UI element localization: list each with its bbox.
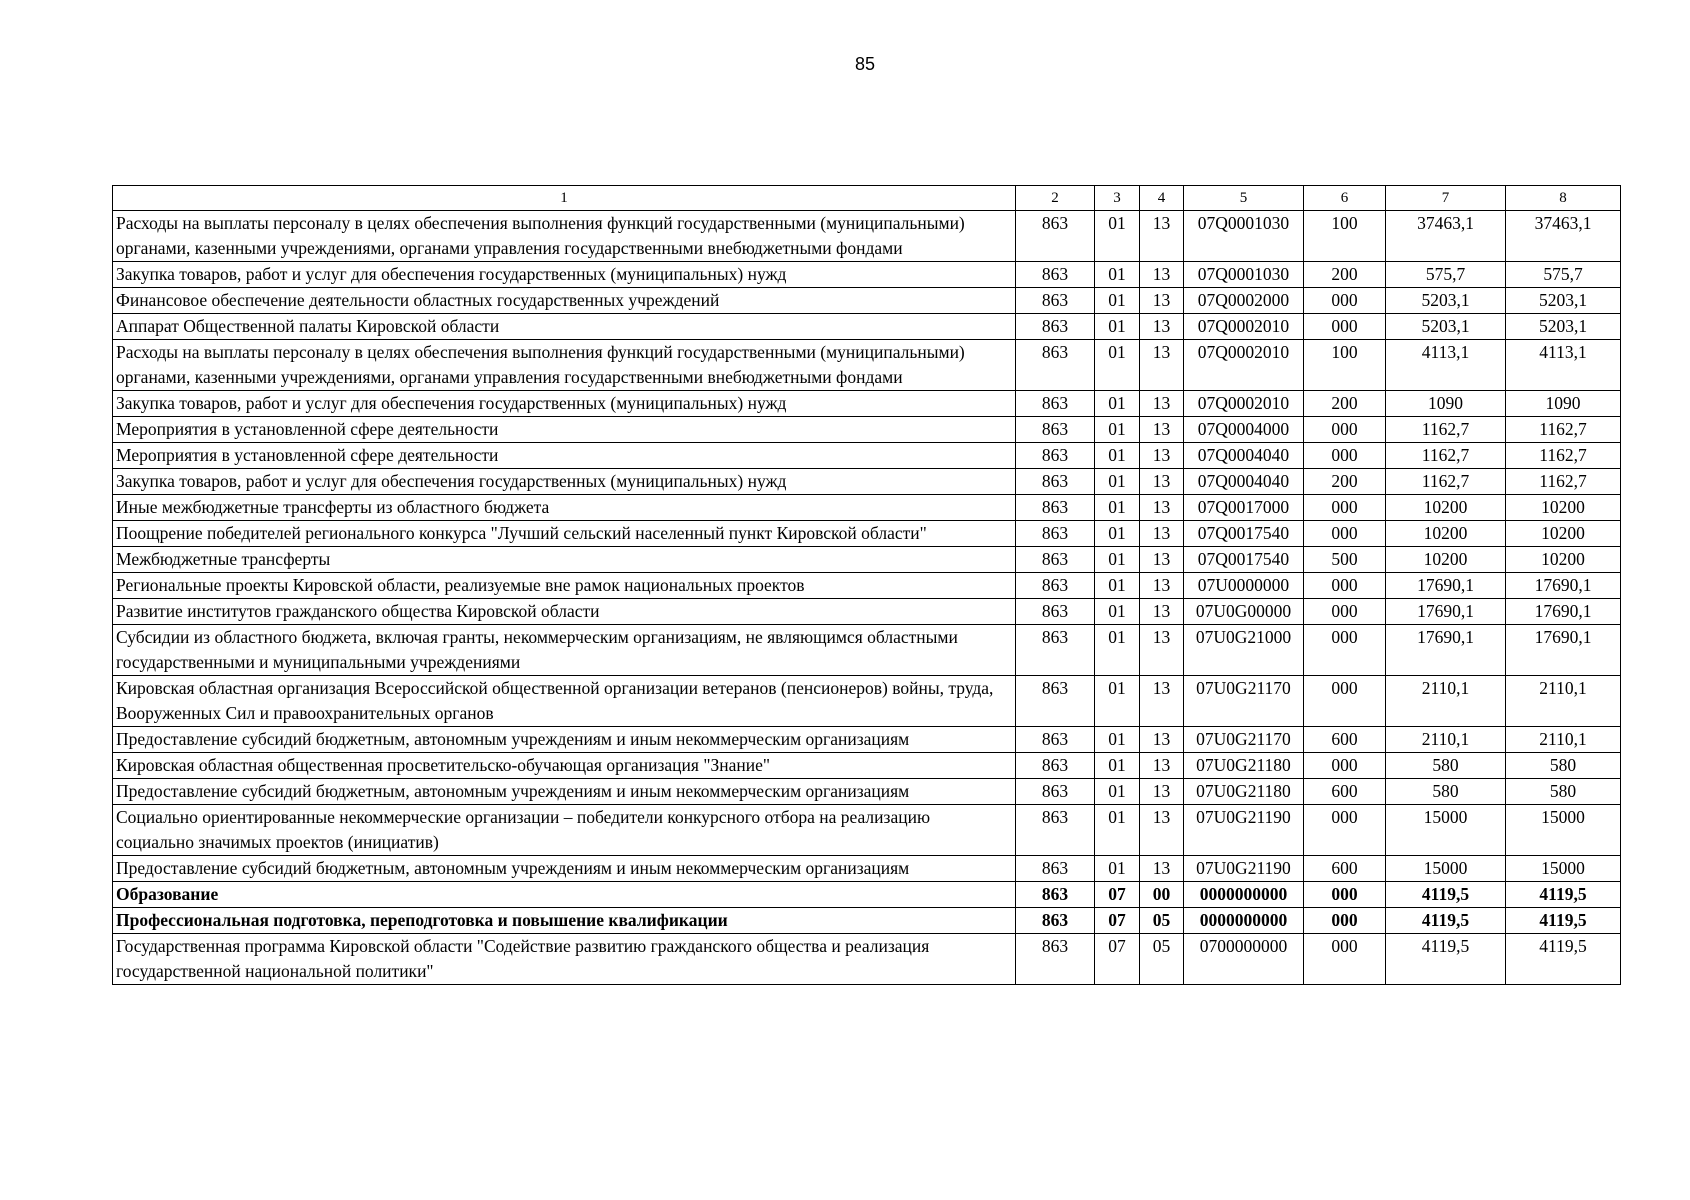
row-name-cell: Региональные проекты Кировской области, реализуемые вне рамок национальных проектов [113,573,1016,599]
target-article-cell: 0700000000 [1184,934,1304,985]
section-cell: 01 [1095,469,1140,495]
amount-year1-cell: 580 [1386,753,1506,779]
expense-type-cell: 600 [1304,727,1386,753]
ved-code-cell: 863 [1016,495,1095,521]
amount-year2-cell: 5203,1 [1506,288,1621,314]
amount-year1-cell: 575,7 [1386,262,1506,288]
target-article-cell: 07U0G21190 [1184,805,1304,856]
amount-year2-cell: 1162,7 [1506,469,1621,495]
amount-year2-cell: 10200 [1506,547,1621,573]
column-header: 7 [1386,186,1506,211]
subsection-cell: 13 [1140,856,1184,882]
table-row [113,469,1621,495]
section-cell: 01 [1095,753,1140,779]
target-article-cell: 07U0G21190 [1184,856,1304,882]
subsection-cell: 13 [1140,391,1184,417]
ved-code-cell: 863 [1016,211,1095,262]
column-header: 8 [1506,186,1621,211]
subsection-cell: 13 [1140,753,1184,779]
ved-code-cell: 863 [1016,676,1095,727]
amount-year2-cell: 37463,1 [1506,211,1621,262]
expense-type-cell: 000 [1304,753,1386,779]
subsection-cell: 13 [1140,521,1184,547]
section-cell: 01 [1095,211,1140,262]
target-article-cell: 07Q0002010 [1184,314,1304,340]
target-article-cell: 07Q0001030 [1184,211,1304,262]
subsection-cell: 13 [1140,625,1184,676]
amount-year2-cell: 4119,5 [1506,934,1621,985]
section-cell: 01 [1095,521,1140,547]
expense-type-cell: 000 [1304,495,1386,521]
expense-type-cell: 000 [1304,908,1386,934]
amount-year2-cell: 4119,5 [1506,882,1621,908]
row-name-cell: Кировская областная общественная просветительско-обучающая организация "Знание" [113,753,1016,779]
expense-type-cell: 600 [1304,779,1386,805]
section-cell: 01 [1095,288,1140,314]
row-name-cell: Субсидии из областного бюджета, включая гранты, некоммерческим организациям, не являющимся областными государственными и муниципальными учреждениями [113,625,1016,676]
section-cell: 01 [1095,547,1140,573]
amount-year1-cell: 37463,1 [1386,211,1506,262]
row-name-cell: Мероприятия в установленной сфере деятельности [113,443,1016,469]
amount-year1-cell: 10200 [1386,547,1506,573]
target-article-cell: 07Q0002010 [1184,391,1304,417]
amount-year1-cell: 10200 [1386,521,1506,547]
amount-year1-cell: 15000 [1386,856,1506,882]
expense-type-cell: 000 [1304,805,1386,856]
expense-type-cell: 000 [1304,573,1386,599]
subsection-cell: 13 [1140,779,1184,805]
table-row [113,934,1621,985]
amount-year2-cell: 15000 [1506,856,1621,882]
row-name-cell: Закупка товаров, работ и услуг для обеспечения государственных (муниципальных) нужд [113,391,1016,417]
subsection-cell: 13 [1140,314,1184,340]
amount-year2-cell: 575,7 [1506,262,1621,288]
row-name-cell: Профессиональная подготовка, переподготовка и повышение квалификации [113,908,1016,934]
column-header: 2 [1016,186,1095,211]
subsection-cell: 13 [1140,805,1184,856]
target-article-cell: 07U0000000 [1184,573,1304,599]
amount-year2-cell: 580 [1506,779,1621,805]
section-cell: 01 [1095,391,1140,417]
target-article-cell: 0000000000 [1184,882,1304,908]
amount-year2-cell: 15000 [1506,805,1621,856]
amount-year1-cell: 1162,7 [1386,443,1506,469]
expense-type-cell: 000 [1304,934,1386,985]
table-header-row [113,186,1621,211]
expense-type-cell: 200 [1304,262,1386,288]
row-name-cell: Закупка товаров, работ и услуг для обеспечения государственных (муниципальных) нужд [113,469,1016,495]
subsection-cell: 00 [1140,882,1184,908]
row-name-cell: Межбюджетные трансферты [113,547,1016,573]
subsection-cell: 13 [1140,469,1184,495]
row-name-cell: Расходы на выплаты персоналу в целях обеспечения выполнения функций государственными (муниципальными) органами, казенными учреждениями, органами управления государственными внебюджетными фондами [113,340,1016,391]
row-name-cell: Государственная программа Кировской области "Содействие развитию гражданского общества и реализация государственной национальной политики" [113,934,1016,985]
ved-code-cell: 863 [1016,805,1095,856]
ved-code-cell: 863 [1016,753,1095,779]
amount-year2-cell: 1090 [1506,391,1621,417]
table-row [113,262,1621,288]
column-header: 5 [1184,186,1304,211]
subsection-cell: 13 [1140,288,1184,314]
target-article-cell: 07U0G21180 [1184,753,1304,779]
expense-type-cell: 000 [1304,314,1386,340]
amount-year2-cell: 2110,1 [1506,676,1621,727]
subsection-cell: 13 [1140,676,1184,727]
row-name-cell: Предоставление субсидий бюджетным, автономным учреждениям и иным некоммерческим организациям [113,856,1016,882]
subsection-cell: 05 [1140,934,1184,985]
subsection-cell: 13 [1140,211,1184,262]
target-article-cell: 07Q0002010 [1184,340,1304,391]
table-row [113,391,1621,417]
column-header: 6 [1304,186,1386,211]
amount-year1-cell: 2110,1 [1386,727,1506,753]
amount-year1-cell: 17690,1 [1386,599,1506,625]
subsection-cell: 13 [1140,340,1184,391]
section-cell: 01 [1095,727,1140,753]
row-name-cell: Развитие институтов гражданского общества Кировской области [113,599,1016,625]
target-article-cell: 07Q0001030 [1184,262,1304,288]
table-row [113,443,1621,469]
ved-code-cell: 863 [1016,288,1095,314]
row-name-cell: Закупка товаров, работ и услуг для обеспечения государственных (муниципальных) нужд [113,262,1016,288]
row-name-cell: Иные межбюджетные трансферты из областного бюджета [113,495,1016,521]
subsection-cell: 13 [1140,417,1184,443]
amount-year1-cell: 2110,1 [1386,676,1506,727]
section-cell: 01 [1095,443,1140,469]
table-row [113,676,1621,727]
row-name-cell: Кировская областная организация Всероссийской общественной организации ветеранов (пенсионеров) войны, труда, Вооруженных Сил и правоохранительных органов [113,676,1016,727]
ved-code-cell: 863 [1016,262,1095,288]
table-row [113,314,1621,340]
table-row [113,288,1621,314]
ved-code-cell: 863 [1016,417,1095,443]
row-name-cell: Предоставление субсидий бюджетным, автономным учреждениям и иным некоммерческим организациям [113,727,1016,753]
ved-code-cell: 863 [1016,314,1095,340]
table-row [113,573,1621,599]
amount-year2-cell: 17690,1 [1506,573,1621,599]
subsection-cell: 05 [1140,908,1184,934]
target-article-cell: 07U0G21180 [1184,779,1304,805]
target-article-cell: 07U0G21170 [1184,727,1304,753]
target-article-cell: 07Q0004040 [1184,469,1304,495]
section-cell: 07 [1095,934,1140,985]
table-row [113,856,1621,882]
amount-year2-cell: 2110,1 [1506,727,1621,753]
ved-code-cell: 863 [1016,573,1095,599]
section-cell: 01 [1095,805,1140,856]
amount-year1-cell: 1162,7 [1386,469,1506,495]
amount-year2-cell: 5203,1 [1506,314,1621,340]
table-row [113,599,1621,625]
amount-year1-cell: 17690,1 [1386,573,1506,599]
section-cell: 01 [1095,340,1140,391]
ved-code-cell: 863 [1016,625,1095,676]
expense-type-cell: 000 [1304,882,1386,908]
amount-year1-cell: 1162,7 [1386,417,1506,443]
expense-type-cell: 000 [1304,676,1386,727]
section-cell: 01 [1095,314,1140,340]
amount-year1-cell: 4113,1 [1386,340,1506,391]
ved-code-cell: 863 [1016,856,1095,882]
row-name-cell: Поощрение победителей регионального конкурса "Лучший сельский населенный пункт Кировской области" [113,521,1016,547]
amount-year1-cell: 5203,1 [1386,314,1506,340]
table-row [113,625,1621,676]
expense-type-cell: 600 [1304,856,1386,882]
expense-type-cell: 100 [1304,340,1386,391]
row-name-cell: Мероприятия в установленной сфере деятельности [113,417,1016,443]
target-article-cell: 07U0G00000 [1184,599,1304,625]
subsection-cell: 13 [1140,727,1184,753]
expense-type-cell: 000 [1304,288,1386,314]
amount-year2-cell: 10200 [1506,495,1621,521]
subsection-cell: 13 [1140,547,1184,573]
subsection-cell: 13 [1140,443,1184,469]
ved-code-cell: 863 [1016,521,1095,547]
table-row [113,340,1621,391]
amount-year2-cell: 4119,5 [1506,908,1621,934]
amount-year2-cell: 1162,7 [1506,443,1621,469]
section-cell: 01 [1095,599,1140,625]
amount-year1-cell: 5203,1 [1386,288,1506,314]
ved-code-cell: 863 [1016,547,1095,573]
subsection-cell: 13 [1140,262,1184,288]
amount-year1-cell: 10200 [1386,495,1506,521]
amount-year1-cell: 15000 [1386,805,1506,856]
ved-code-cell: 863 [1016,599,1095,625]
subsection-cell: 13 [1140,573,1184,599]
table-row [113,882,1621,908]
expense-type-cell: 100 [1304,211,1386,262]
table-row [113,805,1621,856]
subsection-cell: 13 [1140,599,1184,625]
amount-year2-cell: 17690,1 [1506,599,1621,625]
expense-type-cell: 000 [1304,599,1386,625]
ved-code-cell: 863 [1016,340,1095,391]
amount-year1-cell: 1090 [1386,391,1506,417]
table-row [113,908,1621,934]
row-name-cell: Расходы на выплаты персоналу в целях обеспечения выполнения функций государственными (муниципальными) органами, казенными учреждениями, органами управления государственными внебюджетными фондами [113,211,1016,262]
section-cell: 01 [1095,625,1140,676]
row-name-cell: Предоставление субсидий бюджетным, автономным учреждениям и иным некоммерческим организациям [113,779,1016,805]
ved-code-cell: 863 [1016,908,1095,934]
expense-type-cell: 000 [1304,417,1386,443]
expense-type-cell: 200 [1304,391,1386,417]
table-row [113,417,1621,443]
ved-code-cell: 863 [1016,727,1095,753]
target-article-cell: 07Q0002000 [1184,288,1304,314]
target-article-cell: 0000000000 [1184,908,1304,934]
table-row [113,547,1621,573]
section-cell: 01 [1095,262,1140,288]
row-name-cell: Социально ориентированные некоммерческие организации – победители конкурсного отбора на реализацию социально значимых проектов (инициатив) [113,805,1016,856]
section-cell: 01 [1095,856,1140,882]
expense-type-cell: 000 [1304,625,1386,676]
page-number: 85 [854,54,876,74]
expense-type-cell: 000 [1304,521,1386,547]
amount-year2-cell: 10200 [1506,521,1621,547]
amount-year1-cell: 580 [1386,779,1506,805]
ved-code-cell: 863 [1016,934,1095,985]
table-row [113,495,1621,521]
section-cell: 01 [1095,417,1140,443]
column-header: 1 [113,186,1016,211]
amount-year1-cell: 4119,5 [1386,934,1506,985]
ved-code-cell: 863 [1016,882,1095,908]
amount-year1-cell: 4119,5 [1386,908,1506,934]
column-header: 3 [1095,186,1140,211]
expense-type-cell: 000 [1304,443,1386,469]
subsection-cell: 13 [1140,495,1184,521]
target-article-cell: 07U0G21170 [1184,676,1304,727]
target-article-cell: 07Q0004000 [1184,417,1304,443]
row-name-cell: Образование [113,882,1016,908]
table-row [113,779,1621,805]
table-row [113,727,1621,753]
section-cell: 01 [1095,573,1140,599]
target-article-cell: 07Q0004040 [1184,443,1304,469]
expense-type-cell: 200 [1304,469,1386,495]
table-row [113,211,1621,262]
row-name-cell: Финансовое обеспечение деятельности областных государственных учреждений [113,288,1016,314]
target-article-cell: 07U0G21000 [1184,625,1304,676]
amount-year2-cell: 4113,1 [1506,340,1621,391]
section-cell: 07 [1095,908,1140,934]
section-cell: 07 [1095,882,1140,908]
target-article-cell: 07Q0017540 [1184,547,1304,573]
amount-year1-cell: 4119,5 [1386,882,1506,908]
table-row [113,521,1621,547]
target-article-cell: 07Q0017540 [1184,521,1304,547]
ved-code-cell: 863 [1016,469,1095,495]
row-name-cell: Аппарат Общественной палаты Кировской области [113,314,1016,340]
section-cell: 01 [1095,495,1140,521]
amount-year2-cell: 1162,7 [1506,417,1621,443]
amount-year2-cell: 580 [1506,753,1621,779]
ved-code-cell: 863 [1016,443,1095,469]
ved-code-cell: 863 [1016,391,1095,417]
column-header: 4 [1140,186,1184,211]
target-article-cell: 07Q0017000 [1184,495,1304,521]
ved-code-cell: 863 [1016,779,1095,805]
section-cell: 01 [1095,779,1140,805]
amount-year2-cell: 17690,1 [1506,625,1621,676]
expense-type-cell: 500 [1304,547,1386,573]
amount-year1-cell: 17690,1 [1386,625,1506,676]
budget-table [112,185,1621,985]
table-row [113,753,1621,779]
section-cell: 01 [1095,676,1140,727]
